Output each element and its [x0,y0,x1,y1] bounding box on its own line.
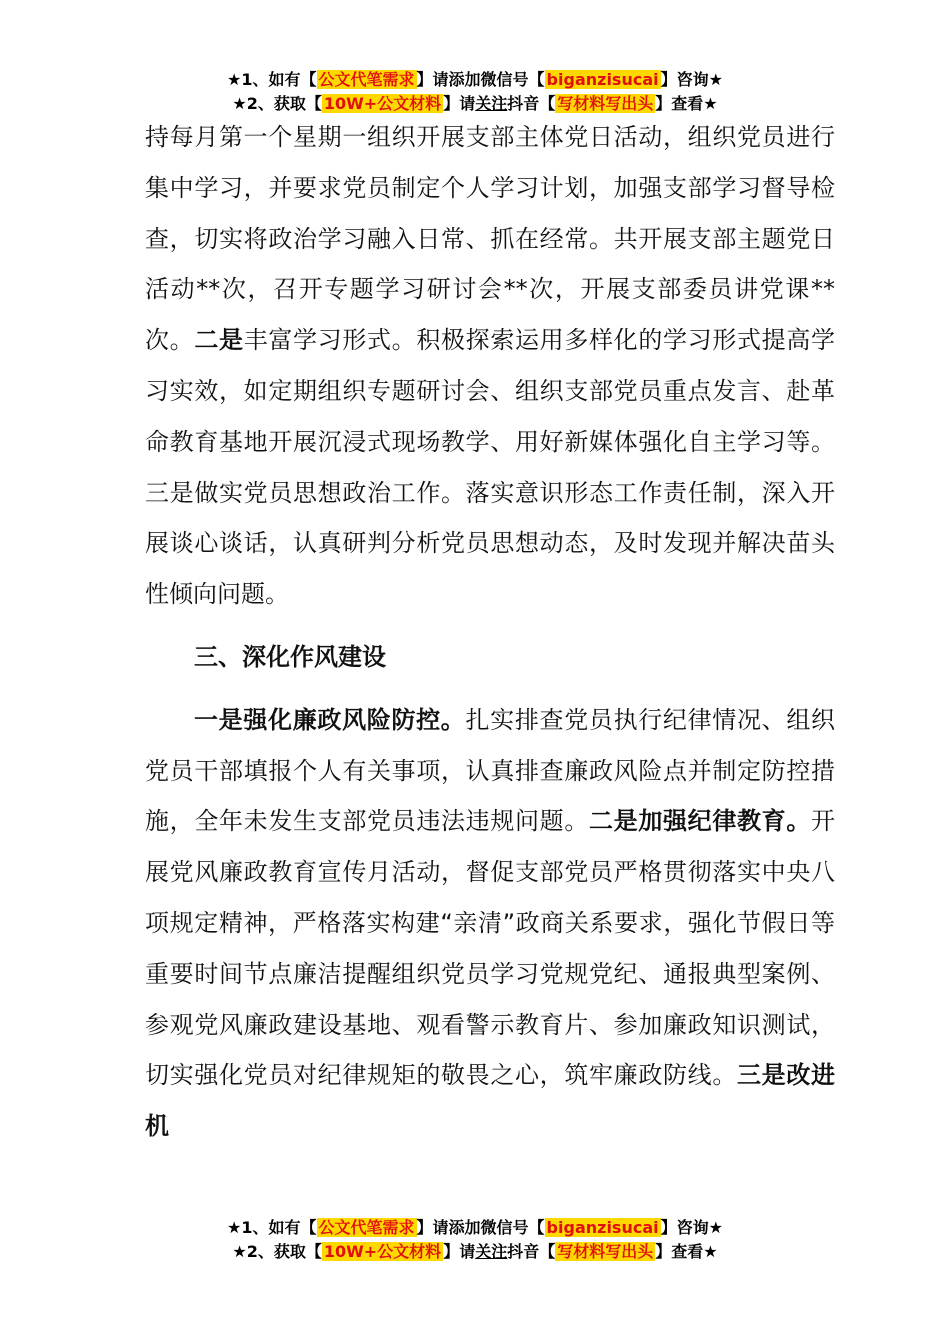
body-text: 持每月第一个星期一组织开展支部主体党日活动，组织党员进行集中学习，并要求党员制定个人学习计划，加强支部学习督导检查，切实将政治学习融入日常、抓在经常。共开展支部主题党日活动**次，召开专题学习研讨会**次，开展支部委员讲党课**次。 [145,123,835,355]
promo-text: 】查看★ [655,1242,718,1261]
paragraph-study [145,112,835,620]
promo-underlined: 关注 [475,94,508,113]
wechat-id-highlight: biganzisucai [546,70,659,89]
section-heading: 三、深化作风建设 [194,642,386,671]
promo-highlight: 写材料写出头 [557,94,654,113]
promo-line-2 [0,1240,950,1264]
body-text: 丰富学习形式。积极探索运用多样化的学习形式提高学习实效，如定期组织专题研讨会、组织支部党员重点发言、赴革命教育基地开展沉浸式现场教学、用好新媒体强化自主学习等。三是做实党员思想政治工作。落实意识形态工作责任制，深入开展谈心谈话，认真研判分析党员思想动态，及时发现并解决苗头性倾向问题。 [145,326,836,609]
promo-line-1 [0,1216,950,1240]
promo-text: 】请 [443,94,476,113]
bold-lead: 二是加强纪律教育。 [589,807,811,836]
promo-text: ★1、如有【 [227,1218,317,1237]
promo-text: 】咨询★ [660,1218,723,1237]
promo-highlight: 10W+公文材料 [323,94,442,113]
promo-underlined: 关注 [475,1242,508,1261]
promo-banner-bottom [0,1216,950,1264]
document-body [145,112,835,1152]
bold-lead: 三是改进机 [145,1061,835,1141]
body-text: 开展党风廉政教育宣传月活动，督促支部党员严格贯彻落实中央八项规定精神，严格落实构建“亲清”政商关系要求，强化节假日等重要时间节点廉洁提醒组织党员学习党规党纪、通报典型案例、参观党风廉政建设基地、观看警示教育片、参加廉政知识测试，切实强化党员对纪律规矩的敬畏之心，筑牢廉政防线。 [145,807,835,1090]
promo-text: ★2、获取【 [232,1242,322,1261]
promo-line-1 [0,68,950,92]
promo-highlight: 10W+公文材料 [323,1242,442,1261]
promo-highlight: 公文代笔需求 [318,70,415,89]
promo-text: 抖音【 [507,1242,556,1261]
promo-text: 抖音【 [507,94,556,113]
promo-text: 】咨询★ [660,70,723,89]
promo-text: ★1、如有【 [227,70,317,89]
paragraph-conduct [145,695,835,1152]
promo-highlight: 写材料写出头 [557,1242,654,1261]
body-text: 扎实排查党员执行纪律情况、组织党员干部填报个人有关事项，认真排查廉政风险点并制定防控措施，全年未发生支部党员违法违规问题。 [145,705,836,836]
bold-lead: 一是强化廉政风险防控。 [194,705,466,734]
promo-text: 】请添加微信号【 [416,1218,545,1237]
promo-text: 】请 [443,1242,476,1261]
bold-lead: 二是 [194,326,244,355]
promo-text: ★2、获取【 [232,94,322,113]
promo-text: 】请添加微信号【 [416,70,545,89]
promo-highlight: 公文代笔需求 [318,1218,415,1237]
wechat-id-highlight: biganzisucai [546,1218,659,1237]
promo-text: 】查看★ [655,94,718,113]
promo-banner-top [0,68,950,116]
